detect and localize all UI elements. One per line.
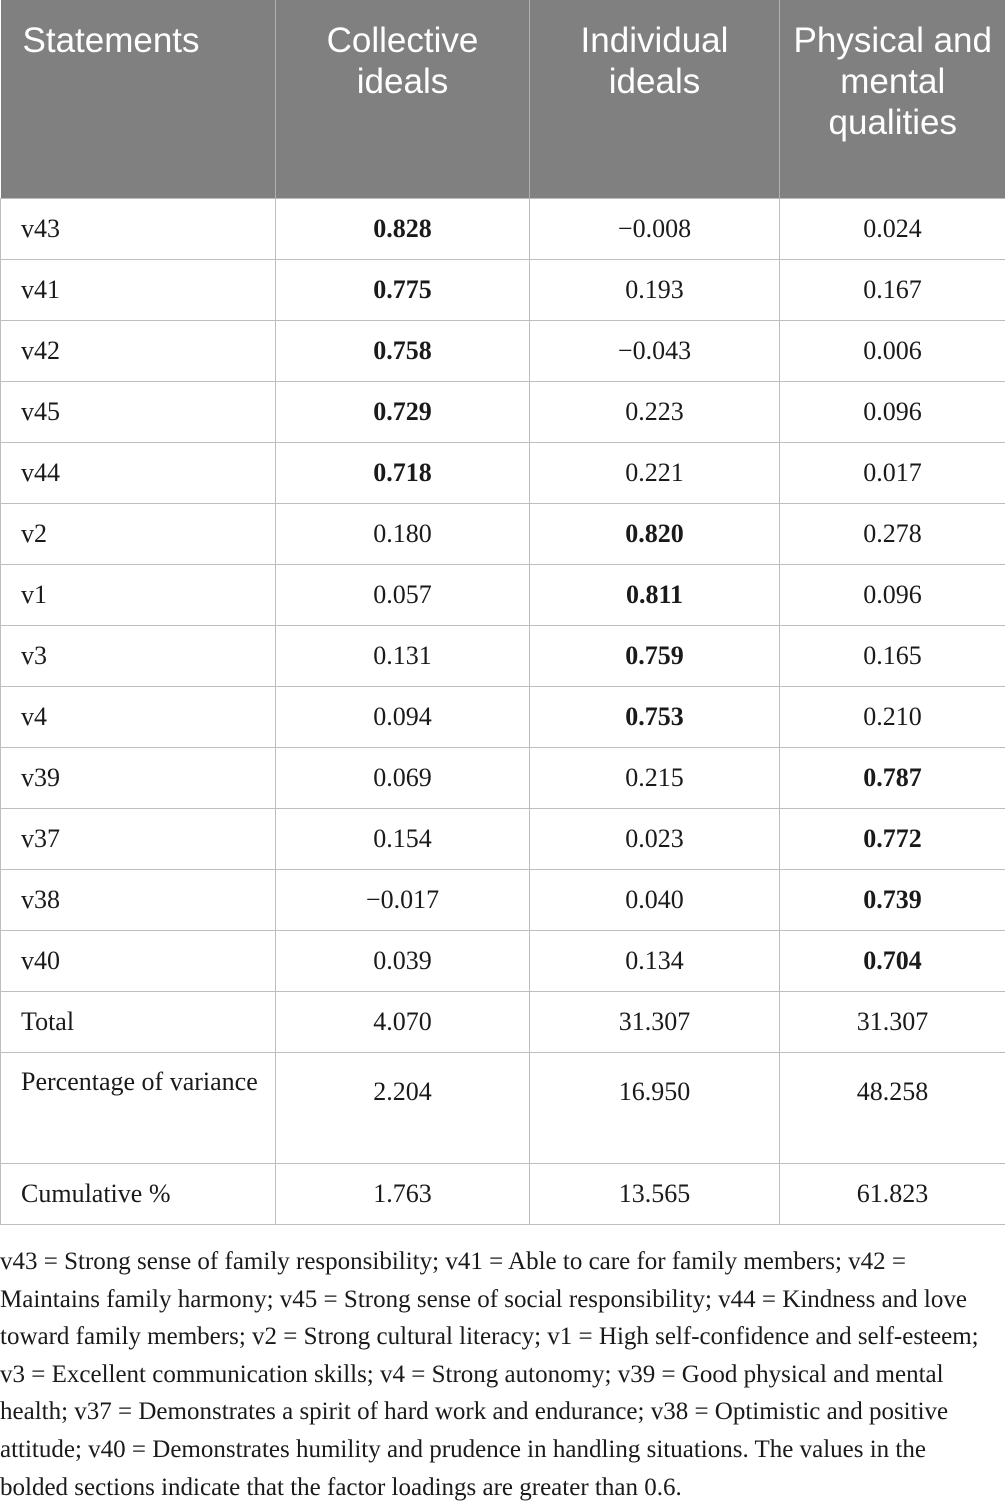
- table-row: [1, 747, 1005, 808]
- loading-cell: 0.775: [276, 259, 530, 320]
- row-label: v2: [1, 503, 276, 564]
- table-row: [1, 320, 1005, 381]
- loading-cell: 0.024: [780, 198, 1005, 259]
- loading-cell: 0.820: [530, 503, 780, 564]
- table-row: [1, 625, 1005, 686]
- table-row: [1, 564, 1005, 625]
- loading-cell: 0.223: [530, 381, 780, 442]
- loading-cell: 0.006: [780, 320, 1005, 381]
- row-label: Total: [1, 991, 276, 1052]
- loading-cell: 0.811: [530, 564, 780, 625]
- loading-cell: 16.950: [530, 1052, 780, 1163]
- row-label: v45: [1, 381, 276, 442]
- loading-cell: 0.729: [276, 381, 530, 442]
- loading-cell: 0.753: [530, 686, 780, 747]
- loading-cell: 0.096: [780, 564, 1005, 625]
- table-row: [1, 1163, 1005, 1224]
- table-row: [1, 198, 1005, 259]
- row-label: v42: [1, 320, 276, 381]
- table-row: [1, 503, 1005, 564]
- loading-cell: 4.070: [276, 991, 530, 1052]
- loading-cell: −0.017: [276, 869, 530, 930]
- loading-cell: 0.017: [780, 442, 1005, 503]
- loading-cell: 0.221: [530, 442, 780, 503]
- loading-cell: 0.039: [276, 930, 530, 991]
- loading-cell: 13.565: [530, 1163, 780, 1224]
- loading-cell: 0.040: [530, 869, 780, 930]
- row-label: v40: [1, 930, 276, 991]
- header-physical-mental-qualities: Physical and mental qualities: [780, 0, 1005, 198]
- table-row: [1, 686, 1005, 747]
- table-row: [1, 930, 1005, 991]
- loading-cell: 0.739: [780, 869, 1005, 930]
- row-label: v37: [1, 808, 276, 869]
- header-row: [1, 0, 1005, 198]
- loading-cell: 0.278: [780, 503, 1005, 564]
- table-row: [1, 869, 1005, 930]
- row-label: v3: [1, 625, 276, 686]
- header-individual-ideals: Individual ideals: [530, 0, 780, 198]
- loading-cell: 31.307: [780, 991, 1005, 1052]
- table-footnote: v43 = Strong sense of family responsibility; v41 = Able to care for family members; v42 = Maintains family harmony; v45 = Strong sense of social responsibility; v44 = Kindness and love toward family members; v2 = Strong cultural literacy; v1 = High self-confidence and self-esteem; v3 = Excellent communication skills; v4 = Strong autonomy; v39 = Good physical and mental health; v37 = Demonstrates a spirit of hard work and endurance; v38 = Optimistic and positive attitude; v40 = Demonstrates humility and prudence in handling situations. The values in the bolded sections indicate that the factor loadings are greater than 0.6.: [0, 1248, 979, 1501]
- loading-cell: 0.704: [780, 930, 1005, 991]
- loading-cell: 0.215: [530, 747, 780, 808]
- loading-cell: −0.043: [530, 320, 780, 381]
- loading-cell: 0.772: [780, 808, 1005, 869]
- loading-cell: 0.787: [780, 747, 1005, 808]
- loading-cell: 61.823: [780, 1163, 1005, 1224]
- row-label: v44: [1, 442, 276, 503]
- loading-cell: 0.759: [530, 625, 780, 686]
- loading-cell: 0.131: [276, 625, 530, 686]
- row-label: v1: [1, 564, 276, 625]
- row-label: v43: [1, 198, 276, 259]
- header-collective-ideals: Collective ideals: [276, 0, 530, 198]
- loading-cell: 48.258: [780, 1052, 1005, 1163]
- loading-cell: 0.167: [780, 259, 1005, 320]
- table-row: [1, 1052, 1005, 1163]
- loading-cell: 0.210: [780, 686, 1005, 747]
- loading-cell: 0.057: [276, 564, 530, 625]
- loading-cell: 0.758: [276, 320, 530, 381]
- table-body: [1, 198, 1005, 1224]
- row-label: v41: [1, 259, 276, 320]
- loading-cell: 0.828: [276, 198, 530, 259]
- loading-cell: 0.096: [780, 381, 1005, 442]
- table-row: [1, 991, 1005, 1052]
- table-row: [1, 808, 1005, 869]
- loading-cell: 0.094: [276, 686, 530, 747]
- row-label: Percentage of variance: [1, 1052, 276, 1163]
- table-row: [1, 442, 1005, 503]
- row-label: v39: [1, 747, 276, 808]
- loading-cell: −0.008: [530, 198, 780, 259]
- loading-cell: 2.204: [276, 1052, 530, 1163]
- table-row: [1, 381, 1005, 442]
- loading-cell: 0.134: [530, 930, 780, 991]
- loading-cell: 31.307: [530, 991, 780, 1052]
- loading-cell: 0.154: [276, 808, 530, 869]
- header-statements: Statements: [1, 0, 276, 198]
- row-label: v4: [1, 686, 276, 747]
- loading-cell: 0.193: [530, 259, 780, 320]
- loading-cell: 1.763: [276, 1163, 530, 1224]
- loading-cell: 0.069: [276, 747, 530, 808]
- loading-cell: 0.023: [530, 808, 780, 869]
- loading-cell: 0.165: [780, 625, 1005, 686]
- loading-cell: 0.718: [276, 442, 530, 503]
- loading-cell: 0.180: [276, 503, 530, 564]
- table-row: [1, 259, 1005, 320]
- row-label: Cumulative %: [1, 1163, 276, 1224]
- row-label: v38: [1, 869, 276, 930]
